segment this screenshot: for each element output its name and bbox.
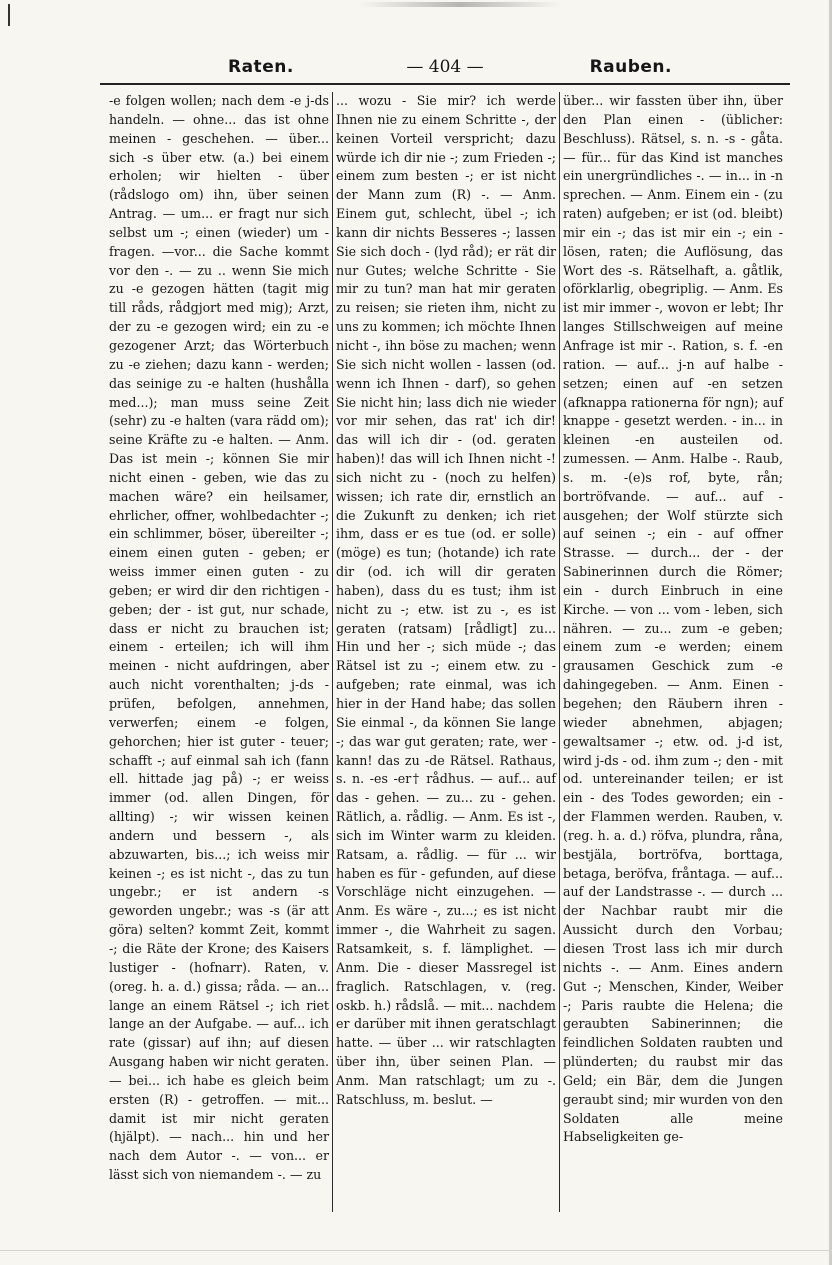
column-right [559,92,786,1212]
running-head-left: Raten. [228,57,294,77]
column-middle [332,92,559,1212]
page-header [100,55,790,83]
column-text: über... wir fassten über ihn, über den Plan einen - (üblicher: Beschluss). Rätsel, s. n. -s - gåta. — für... für das Kind ist manches ein unergründliches -. — in... in -n sprechen. — Anm. Einem ein - (zu raten) aufgeben; er ist (od. bleibt) mir ein -; das ist mir ein -; ein - lösen, raten; die Auflösung, das Wort des -s. Rätselhaft, a. gåtlik, oförklarlig, obegriplig. — Anm. Es ist mir immer -, wovon er lebt; Ihr langes Stillschweigen auf meine Anfrage ist mir -. Ration, s. f. -en ration. — auf... j-n auf halbe - setzen; einen auf -en setzen (afknappa rationerna för ngn); auf knappe - gesetzt werden. - in... in kleinen -en austeilen od. zumessen. — Anm. Halbe -. Raub, s. m. -(e)s rof, byte, rån; bortröfvande. — auf... auf - ausgehen; der Wolf stürzte sich auf seinen -; ein - auf offner Strasse. — durch... der - der Sabinerinnen durch die Römer; ein - durch Einbruch in eine Kirche. — von ... vom - leben, sich nähren. — zu... zum -e geben; einem zum -e werden; einem grausamen Geschick zum -e dahingegeben. — Anm. Einen - begehen; den Räubern ihren - wieder abnehmen, abjagen; gewaltsamer -; etw. od. j-d ist, wird j-ds - od. ihm zum -; den - mit od. untereinander teilen; er ist ein - des Todes geworden; ein - der Flammen werden. Rauben, v. (reg. h. a. d.) röfva, plundra, råna, bestjäla, bortröfva, borttaga, betaga, beröfva, fråntaga. — auf... auf der Landstrasse -. — durch ... der Nachbar raubt mir die Aussicht durch den Vorbau; diesen Trost lass ich mir durch nichts -. — Anm. Eines andern Gut -; Menschen, Kinder, Weiber -; Paris raubte die Helena; die geraubten Sabinerinnen; die feindlichen Soldaten raubten und plünderten; du raubst mir das Geld; ein Bär, dem die Jungen geraubt sind; mir wurden von den Soldaten alle meine Habseligkeiten ge- [563,93,783,1145]
header-rule [100,83,790,85]
scan-edge-mark [8,4,10,26]
scan-bottom-line [0,1250,832,1251]
column-text: ... wozu - Sie mir? ich werde Ihnen nie zu einem Schritte -, der keinen Vorteil verspricht; dazu würde ich dir nie -; zum Frieden -; einem zum besten -; er ist nicht der Mann zum (R) -. — Anm. Einem gut, schlecht, übel -; ich kann dir nichts Besseres -; lassen Sie sich doch - (lyd råd); er rät dir nur Gutes; welche Schritte - Sie mir zu tun? man hat mir geraten zu reisen; sie rieten ihm, nicht zu uns zu kommen; ich möchte Ihnen nicht -, ihn böse zu machen; wenn Sie sich nicht wollen - lassen (od. wenn ich Ihnen - darf), so gehen Sie nicht hin; lass dich nie wieder vor mir sehen, das rat' ich dir! das will ich dir - (od. geraten haben)! das will ich Ihnen nicht -! sich nicht zu - (noch zu helfen) wissen; ich rate dir, ernstlich an die Zukunft zu denken; ich riet ihm, dass er es tue (od. er solle) (möge) es tun; (hotande) ich rate dir (od. ich will dir geraten haben), dass du es tust; ihm ist nicht zu -; etw. ist zu -, es ist geraten (ratsam) [rådligt] zu... Hin und her -; sich müde -; das Rätsel ist zu -; einem etw. zu - aufgeben; rate einmal, was ich hier in der Hand habe; das sollen Sie einmal -, da können Sie lange -; das war gut geraten; rate, wer - kann! das zu -de Rätsel. Rathaus, s. n. -es -er† rådhus. — auf... auf das - gehen. — zu... zu - gehen. Rätlich, a. rådlig. — Anm. Es ist -, sich im Winter warm zu kleiden. Ratsam, a. rådlig. — für ... wir haben es für - gefunden, auf diese Vorschläge nicht einzugehen. — Anm. Es wäre -, zu...; es ist nicht immer -, die Wahrheit zu sagen. Ratsamkeit, s. f. lämplighet. — Anm. Die - dieser Massregel ist fraglich. Ratschlagen, v. (reg. oskb. h.) rådslå. — mit... nachdem er darüber mit ihnen geratschlagt hatte. — über ... wir ratschlagten über ihn, über seinen Plan. — Anm. Man ratschlagt; um zu -. Ratschluss, m. beslut. — [336,93,556,1107]
column-text: -e folgen wollen; nach dem -e j-ds handeln. — ohne... das ist ohne meinen - geschehen. — über... sich -s über etw. (a.) bei einem erholen; wir hielten - über (rådslogo om) ihn, über seinen Antrag. — um... er fragt nur sich selbst um -; einen (wieder) um - fragen. —vor... die Sache kommt vor den -. — zu .. wenn Sie mich zu -e gezogen hätten (tagit mig till råds, rådgjort med mig); Arzt, der zu -e gezogen wird; ein zu -e gezogener Arzt; das Wörterbuch zu -e ziehen; dazu kann - werden; das seinige zu -e halten (hushålla med...); man muss seine Zeit (sehr) zu -e halten (vara rädd om); seine Kräfte zu -e halten. — Anm. Das ist mein -; können Sie mir nicht einen - geben, wie das zu machen wäre? ein heilsamer, ehrlicher, offner, wohlbedachter -; ein schlimmer, böser, übereilter -; einem einen guten - geben; er weiss immer einen guten - zu geben; er wird dir den richtigen - geben; der - ist gut, nur schade, dass er nicht zu brauchen ist; einem - erteilen; ich will ihm meinen - nicht aufdringen, aber auch nicht vorenthalten; j-ds - prüfen, befolgen, annehmen, verwerfen; einem -e folgen, gehorchen; hier ist guter - teuer; schafft -; auf einmal sah ich (fann ell. hittade jag på) -; er weiss immer (od. allen Dingen, för allting) -; wir wissen keinen andern und bessern -, als abzuwarten, bis...; ich weiss mir keinen -; es ist nicht -, das zu tun ungebr.; er ist andern -s geworden ungebr.; was -s (är att göra) selten? kommt Zeit, kommt -; die Räte der Krone; des Kaisers lustiger - (hofnarr). Raten, v. (oreg. h. a. d.) gissa; råda. — an... lange an einem Rätsel -; ich riet lange an der Aufgabe. — auf... ich rate (gissar) auf ihn; auf diesen Ausgang haben wir nicht geraten. — bei... ich habe es gleich beim ersten (R) - getroffen. — mit... damit ist mir nicht geraten (hjälpt). — nach... hin und her nach dem Autor -. — von... er lässt sich von niemandem -. — zu [109,93,330,1183]
running-head-right: Rauben. [589,57,672,77]
column-left [106,92,332,1212]
scan-smudge [360,2,560,7]
page-number: — 404 — [406,57,484,77]
dictionary-columns [106,92,786,1212]
